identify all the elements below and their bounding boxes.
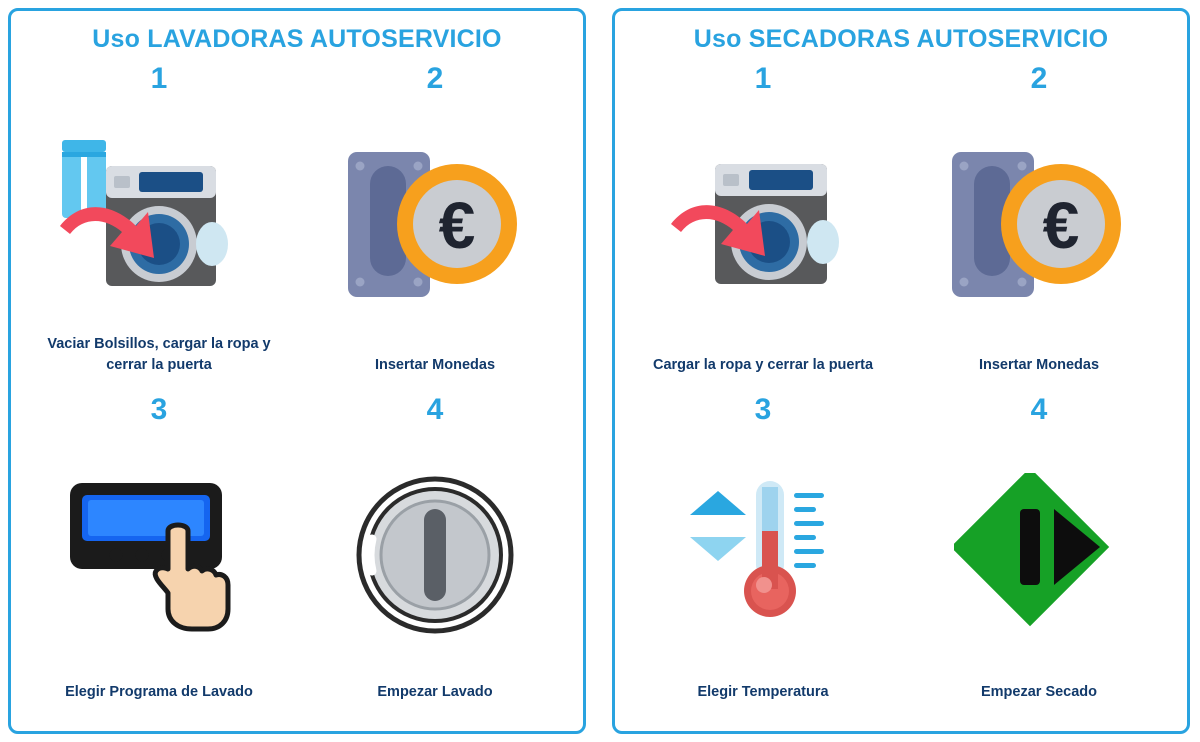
euro-coin-icon bbox=[1001, 164, 1121, 284]
start-button-illustration bbox=[954, 473, 1124, 638]
power-button-icon bbox=[359, 479, 511, 631]
panel-dryers bbox=[612, 8, 1190, 734]
program-selector-illustration bbox=[64, 473, 254, 638]
step-dryers-1-art bbox=[631, 100, 895, 353]
control-panel-icon bbox=[70, 483, 222, 569]
coin-slot-illustration bbox=[944, 144, 1134, 309]
step-number: 2 bbox=[426, 62, 444, 95]
step-caption: Elegir Programa de Lavado bbox=[65, 683, 253, 700]
step-number: 2 bbox=[1030, 62, 1048, 95]
panel-dryers-title-text: Uso SECADORAS AUTOSERVICIO bbox=[693, 25, 1109, 53]
power-button-illustration bbox=[350, 473, 520, 638]
step-caption: Empezar Lavado bbox=[377, 683, 493, 700]
step-washers-3-art bbox=[27, 431, 291, 680]
step-caption: Empezar Secado bbox=[980, 683, 1098, 700]
step-caption: Insertar Monedas bbox=[978, 357, 1100, 374]
thermometer-icon bbox=[744, 481, 796, 617]
step-caption: Insertar Monedas bbox=[374, 357, 496, 374]
step-washers-4-art bbox=[303, 431, 567, 680]
coin-slot-illustration bbox=[340, 144, 530, 309]
step-number: 4 bbox=[1030, 392, 1048, 426]
step-caption: Cargar la ropa y cerrar la puerta bbox=[652, 357, 874, 374]
panel-washers-steps bbox=[21, 60, 573, 721]
step-dryers-3 bbox=[625, 391, 901, 722]
step-washers-2-art bbox=[303, 100, 567, 353]
svg-text:€: € bbox=[438, 188, 476, 263]
step-washers-1 bbox=[21, 60, 297, 391]
step-number: 1 bbox=[754, 62, 772, 95]
panel-dryers-steps bbox=[625, 60, 1177, 721]
euro-coin-icon bbox=[397, 164, 517, 284]
panel-washers bbox=[8, 8, 586, 734]
step-caption: Vaciar Bolsillos, cargar la ropa y cerrar la puerta bbox=[47, 336, 271, 374]
panel-dryers-title bbox=[625, 25, 1177, 54]
jeans-and-washer-illustration bbox=[44, 134, 274, 299]
jeans-icon bbox=[62, 140, 106, 218]
svg-text:€: € bbox=[1042, 188, 1080, 263]
step-number: 3 bbox=[754, 392, 772, 426]
green-start-icon bbox=[954, 473, 1109, 626]
step-dryers-4 bbox=[901, 391, 1177, 722]
step-dryers-2-art bbox=[907, 100, 1171, 353]
step-dryers-1 bbox=[625, 60, 901, 391]
step-washers-3 bbox=[21, 391, 297, 722]
step-number: 1 bbox=[150, 62, 168, 95]
step-dryers-4-art bbox=[907, 431, 1171, 680]
temperature-illustration bbox=[678, 473, 848, 638]
step-dryers-3-art bbox=[631, 431, 895, 680]
washer-load-illustration bbox=[663, 144, 863, 309]
panel-washers-title bbox=[21, 25, 573, 54]
step-washers-4 bbox=[297, 391, 573, 722]
step-caption: Elegir Temperatura bbox=[697, 683, 829, 700]
step-number: 3 bbox=[150, 392, 168, 426]
step-number: 4 bbox=[426, 392, 444, 426]
heat-lines-icon bbox=[794, 493, 824, 568]
panel-washers-title-text: Uso LAVADORAS AUTOSERVICIO bbox=[92, 25, 502, 53]
step-washers-1-art bbox=[27, 100, 291, 332]
updown-arrows-icon bbox=[690, 491, 746, 561]
step-washers-2 bbox=[297, 60, 573, 391]
step-dryers-2 bbox=[901, 60, 1177, 391]
